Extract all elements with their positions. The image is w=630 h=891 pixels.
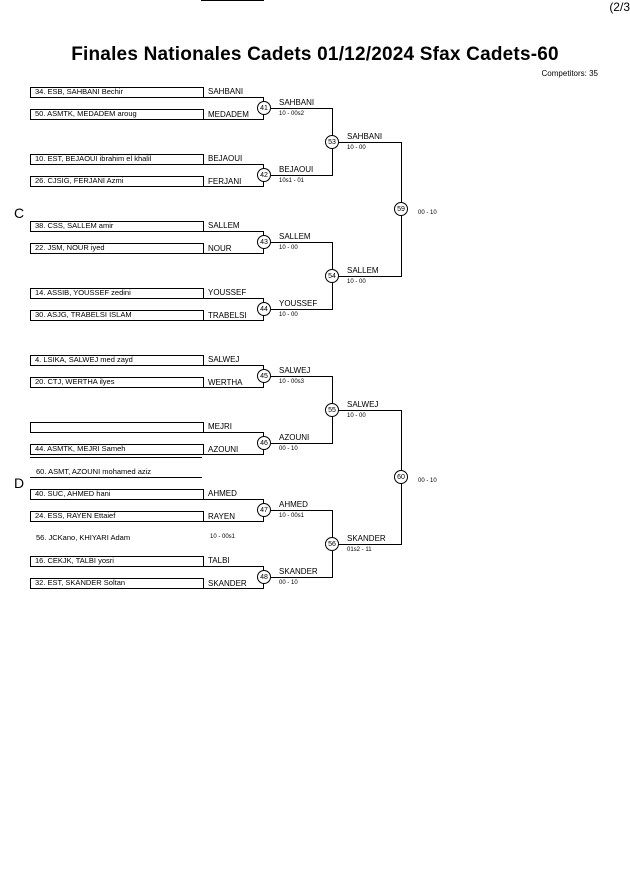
player-box-top [30,288,204,299]
competitor-label: SALWEJ [208,355,240,364]
first-round-section [30,288,264,321]
match-number-circle: 44 [257,302,271,316]
match-score: 01s2 - 11 [347,547,372,553]
bracket-line [339,410,401,411]
pool-label-c: C [14,205,25,221]
winner-name: BEJAOUI [279,165,314,174]
player-name: 24. ESS, RAYEN Ettaief [35,511,116,520]
bracket-line [202,253,264,254]
competitor-label: YOUSSEF [208,288,247,297]
bracket-line [202,521,264,522]
bracket-line [271,242,333,243]
player-name: 60. ASMT, AZOUNI mohamed aziz [36,467,152,476]
first-round-section [30,422,264,455]
player-name: 20. CTJ, WERTHA ilyes [35,377,115,386]
match-score: 10s1 - 01 [279,178,305,184]
top-rule [201,0,264,1]
competitor-label: SAHBANI [208,87,244,96]
player-box-bottom [30,444,204,455]
player-box-bottom [30,176,204,187]
first-round-section [30,355,264,388]
player-box-bottom [30,511,204,522]
player-box-bottom [30,377,204,388]
match-score: 00 - 10 [418,478,437,484]
bracket-line [271,108,333,109]
bracket-line [30,457,202,458]
match-score: 10 - 00 [279,312,298,318]
bracket-line [202,588,264,589]
bracket-line [271,309,333,310]
player-box-top [30,422,204,433]
bracket-line [271,577,333,578]
match-number-circle: 47 [257,503,271,517]
player-name: 56. JCKano, KHIYARI Adam [36,533,131,542]
competitor-label: AHMED [208,489,237,498]
player-name: 16. CEKJK, TALBI yosri [35,556,114,565]
bracket-line [202,97,264,98]
competitor-label: TRABELSI [208,311,247,320]
bracket-line [202,164,264,165]
competitor-label: MEDADEM [208,110,249,119]
winner-name: AZOUNI [279,433,310,442]
player-name: 50. ASMTK, MEDADEM aroug [35,109,137,118]
winner-name: SAHBANI [279,98,315,107]
match-score: 10 - 00s1 [210,534,236,540]
competitor-label: WERTHA [208,378,243,387]
match-number-circle: 60 [394,470,408,484]
bracket-line [202,186,264,187]
match-number-circle: 43 [257,235,271,249]
bracket-line [202,298,264,299]
bracket-line [202,387,264,388]
player-name: 44. ASMTK, MEJRI Sameh [35,444,126,453]
match-number-circle: 53 [325,135,339,149]
winner-name: SALWEJ [279,366,311,375]
player-box-bottom [30,243,204,254]
match-number-circle: 48 [257,570,271,584]
player-box-top [30,355,204,366]
match-number-circle: 42 [257,168,271,182]
match-score: 10 - 00 [279,245,298,251]
match-score: 10 - 00 [347,413,366,419]
player-box-top [30,221,204,232]
bracket-line [202,365,264,366]
winner-name: YOUSSEF [279,299,318,308]
first-round-section [30,556,264,589]
match-score: 10 - 00s1 [279,513,305,519]
competitor-label: SALLEM [208,221,240,230]
first-round-section [30,489,264,522]
bracket-line [271,443,333,444]
player-name: 4. LSIKA, SALWEJ med zayd [35,355,133,364]
player-name: 14. ASSIB, YOUSSEF zedini [35,288,131,297]
match-number-circle: 45 [257,369,271,383]
match-number-circle: 56 [325,537,339,551]
player-name: 22. JSM, NOUR iyed [35,243,105,252]
player-name: 38. CSS, SALLEM amir [35,221,114,230]
winner-name: SAHBANI [347,132,383,141]
bracket-line [271,175,333,176]
bracket-line [202,566,264,567]
player-box-bottom [30,578,204,589]
competitor-label: FERJANI [208,177,242,186]
bracket-line [339,276,401,277]
bracket-line [30,477,202,478]
competitor-label: TALBI [208,556,230,565]
match-number-circle: 59 [394,202,408,216]
bracket-line [271,510,333,511]
player-name: 30. ASJG, TRABELSI ISLAM [35,310,132,319]
bracket-line [339,142,401,143]
winner-name: SKANDER [347,534,386,543]
player-name: 10. EST, BEJAOUI ibrahim el khalil [35,154,152,163]
bracket-line [202,119,264,120]
winner-name: SALLEM [279,232,311,241]
match-number-circle: 41 [257,101,271,115]
match-score: 10 - 00 [347,145,366,151]
first-round-section [30,154,264,187]
bracket-line [271,376,333,377]
competitor-label: AZOUNI [208,445,239,454]
first-round-section [30,221,264,254]
player-name: 34. ESB, SAHBANI Bechir [35,87,123,96]
player-box-top [30,489,204,500]
competitor-label: BEJAOUI [208,154,243,163]
winner-name: SALLEM [347,266,379,275]
competitor-label: NOUR [208,244,232,253]
match-score: 00 - 10 [418,210,437,216]
pool-label-d: D [14,475,25,491]
bracket-line [202,454,264,455]
competitor-label: SKANDER [208,579,247,588]
player-box-top [30,154,204,165]
page-number: (2/3 [609,0,630,14]
player-box-bottom [30,310,204,321]
bracket-line [202,432,264,433]
player-name: 40. SUC, AHMED hani [35,489,111,498]
player-name: 32. EST, SKANDER Soltan [35,578,126,587]
player-box-bottom [30,109,204,120]
bracket-line [339,544,401,545]
match-score: 10 - 00s3 [279,379,305,385]
competitor-label: RAYEN [208,512,235,521]
match-score: 10 - 00s2 [279,111,305,117]
winner-name: SKANDER [279,567,318,576]
competitors-count: Competitors: 35 [541,69,598,78]
player-box-top [30,556,204,567]
match-score: 10 - 00 [347,279,366,285]
match-number-circle: 55 [325,403,339,417]
bracket-line [202,499,264,500]
bracket-line [202,231,264,232]
competitor-label: MEJRI [208,422,232,431]
winner-name: AHMED [279,500,308,509]
match-score: 00 - 10 [279,580,298,586]
first-round-section [30,87,264,120]
match-score: 00 - 10 [279,446,298,452]
player-name: 26. CJSIG, FERJANI Azmi [35,176,124,185]
player-box-top [30,87,204,98]
match-number-circle: 54 [325,269,339,283]
page-title: Finales Nationales Cadets 01/12/2024 Sfax Cadets-60 [71,44,559,65]
match-number-circle: 46 [257,436,271,450]
winner-name: SALWEJ [347,400,379,409]
bracket-line [202,320,264,321]
